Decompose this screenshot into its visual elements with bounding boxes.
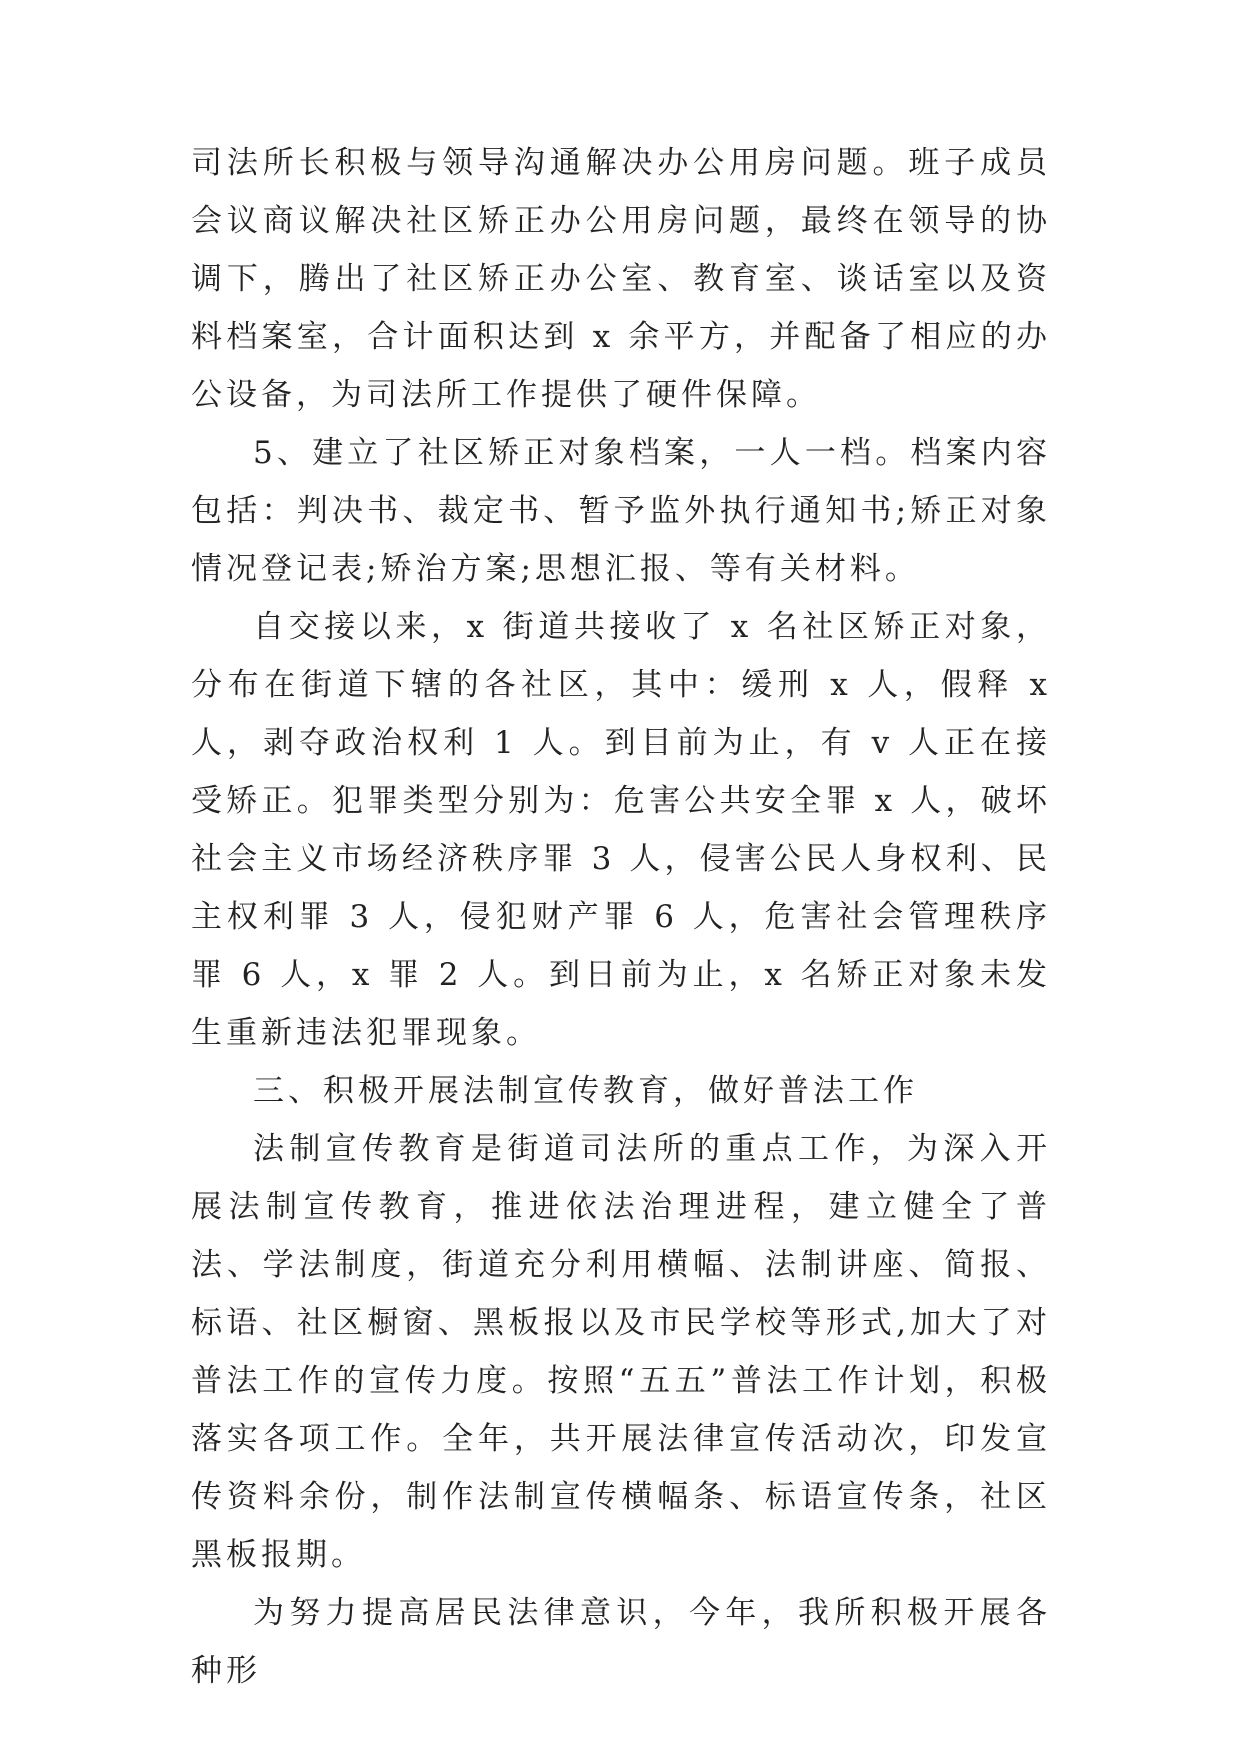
paragraph-office-space: 司法所长积极与领导沟通解决办公用房问题。班子成员会议商议解决社区矫正办公用房问题，最终在领导的协调下，腾出了社区矫正办公室、教育室、谈话室以及资料档案室，合计面积达到 x 余平方，并配备了相应的办公设备，为司法所工作提供了硬件保障。: [191, 145, 1051, 413]
document-body: [191, 134, 1051, 1700]
section-heading-legal-education: 三、积极开展法制宣传教育，做好普法工作: [253, 1073, 918, 1109]
paragraph-legal-awareness: 为努力提高居民法律意识，今年，我所积极开展各种形: [191, 1595, 1051, 1689]
paragraph-correction-archives: 5、建立了社区矫正对象档案，一人一档。档案内容包括：判决书、裁定书、暂予监外执行通知书;矫正对象情况登记表;矫治方案;思想汇报、等有关材料。: [191, 435, 1051, 587]
paragraph-correction-statistics: 自交接以来，x 街道共接收了 x 名社区矫正对象，分布在街道下辖的各社区，其中：缓刑 x 人，假释 x 人，剥夺政治权利 1 人。到目前为止，有 v 人正在接受矫正。犯罪类型分别为：危害公共安全罪 x 人，破坏社会主义市场经济秩序罪 3 人，侵害公民人身权利、民主权利罪 3 人，侵犯财产罪 6 人，危害社会管理秩序罪 6 人，x 罪 2 人。到日前为止，x 名矫正对象未发生重新违法犯罪现象。: [191, 609, 1051, 1051]
paragraph-legal-publicity: 法制宣传教育是街道司法所的重点工作，为深入开展法制宣传教育，推进依法治理进程，建立健全了普法、学法制度，街道充分利用横幅、法制讲座、简报、标语、社区橱窗、黑板报以及市民学校等形式,加大了对普法工作的宣传力度。按照“五五”普法工作计划，积极落实各项工作。全年，共开展法律宣传活动次，印发宣传资料余份，制作法制宣传横幅条、标语宣传条，社区黑板报期。: [191, 1131, 1051, 1573]
